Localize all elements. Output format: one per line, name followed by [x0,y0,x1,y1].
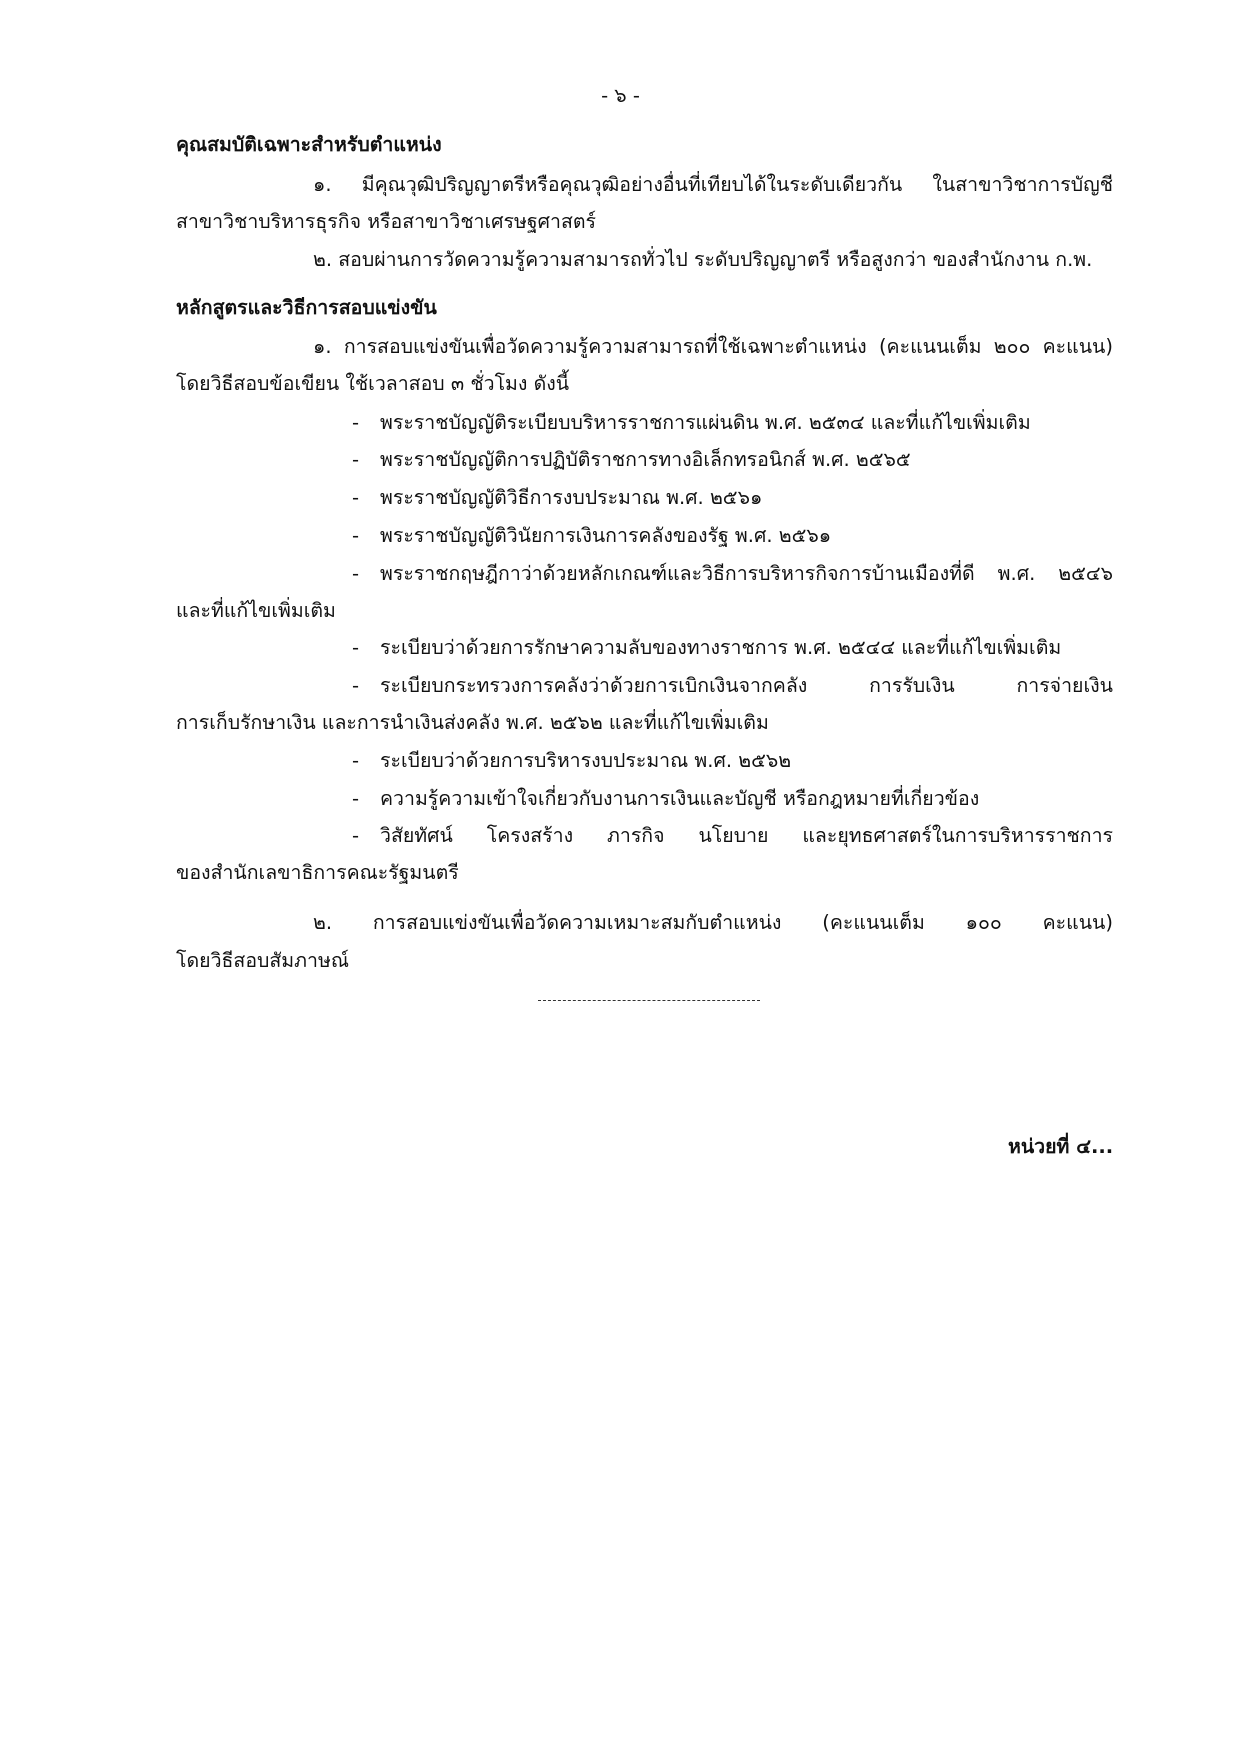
bullet-dash: - [352,448,360,471]
bullet-dash: - [352,824,360,847]
qualification-item-1-line-1: ๑. มีคุณวุฒิปริญญาตรีหรือคุณวุฒิอย่างอื่นที่เทียบได้ในระดับเดียวกัน ในสาขาวิชาการบัญชี [313,173,1113,196]
exam-part-1-line-1: ๑. การสอบแข่งขันเพื่อวัดความรู้ความสามารถที่ใช้เฉพาะตำแหน่ง (คะแนนเต็ม ๒๐๐ คะแนน) [313,335,1113,358]
topic-item: พระราชกฤษฎีกาว่าด้วยหลักเกณฑ์และวิธีการบริหารกิจการบ้านเมืองที่ดี พ.ศ. ๒๕๔๖ [380,562,1113,585]
topic-item: พระราชบัญญัติวินัยการเงินการคลังของรัฐ พ.ศ. ๒๕๖๑ [380,524,832,547]
topic-item: ระเบียบว่าด้วยการรักษาความลับของทางราชการ พ.ศ. ๒๕๔๔ และที่แก้ไขเพิ่มเติม [380,636,1062,659]
bullet-dash: - [352,636,360,659]
page-number: - ๖ - [601,84,640,107]
bullet-dash: - [352,411,360,434]
section-end-divider [538,1000,760,1001]
bullet-dash: - [352,787,360,810]
topic-item-continuation: และที่แก้ไขเพิ่มเติม [176,599,336,622]
topic-item-continuation: ของสำนักเลขาธิการคณะรัฐมนตรี [176,861,459,884]
exam-part-1-line-2: โดยวิธีสอบข้อเขียน ใช้เวลาสอบ ๓ ชั่วโมง ดังนี้ [176,372,570,395]
bullet-dash: - [352,749,360,772]
topic-item: ระเบียบว่าด้วยการบริหารงบประมาณ พ.ศ. ๒๕๖๒ [380,749,792,772]
topic-item: ระเบียบกระทรวงการคลังว่าด้วยการเบิกเงินจากคลัง การรับเงิน การจ่ายเงิน [380,674,1113,697]
next-page-reference: หน่วยที่ ๔... [1008,1135,1114,1158]
exam-part-2-line-1: ๒. การสอบแข่งขันเพื่อวัดความเหมาะสมกับตำแหน่ง (คะแนนเต็ม ๑๐๐ คะแนน) [313,911,1113,934]
topic-item: พระราชบัญญัติวิธีการงบประมาณ พ.ศ. ๒๕๖๑ [380,486,763,509]
qualification-item-2: ๒. สอบผ่านการวัดความรู้ความสามารถทั่วไป ระดับปริญญาตรี หรือสูงกว่า ของสำนักงาน ก.พ. [313,248,1093,271]
qualification-item-1-line-2: สาขาวิชาบริหารธุรกิจ หรือสาขาวิชาเศรษฐศาสตร์ [176,210,597,233]
topic-item-continuation: การเก็บรักษาเงิน และการนำเงินส่งคลัง พ.ศ. ๒๕๖๒ และที่แก้ไขเพิ่มเติม [176,711,769,734]
bullet-dash: - [352,674,360,697]
topic-item: ความรู้ความเข้าใจเกี่ยวกับงานการเงินและบัญชี หรือกฎหมายที่เกี่ยวข้อง [380,787,980,810]
topic-item: วิสัยทัศน์ โครงสร้าง ภารกิจ นโยบาย และยุทธศาสตร์ในการบริหารราชการ [380,824,1113,847]
topic-item: พระราชบัญญัติระเบียบบริหารราชการแผ่นดิน พ.ศ. ๒๕๓๔ และที่แก้ไขเพิ่มเติม [380,411,1031,434]
bullet-dash: - [352,524,360,547]
exam-part-2-line-2: โดยวิธีสอบสัมภาษณ์ [176,949,349,972]
bullet-dash: - [352,562,360,585]
curriculum-heading: หลักสูตรและวิธีการสอบแข่งขัน [176,296,437,319]
bullet-dash: - [352,486,360,509]
qualifications-heading: คุณสมบัติเฉพาะสำหรับตำแหน่ง [176,133,442,156]
topic-item: พระราชบัญญัติการปฏิบัติราชการทางอิเล็กทรอนิกส์ พ.ศ. ๒๕๖๕ [380,448,911,471]
